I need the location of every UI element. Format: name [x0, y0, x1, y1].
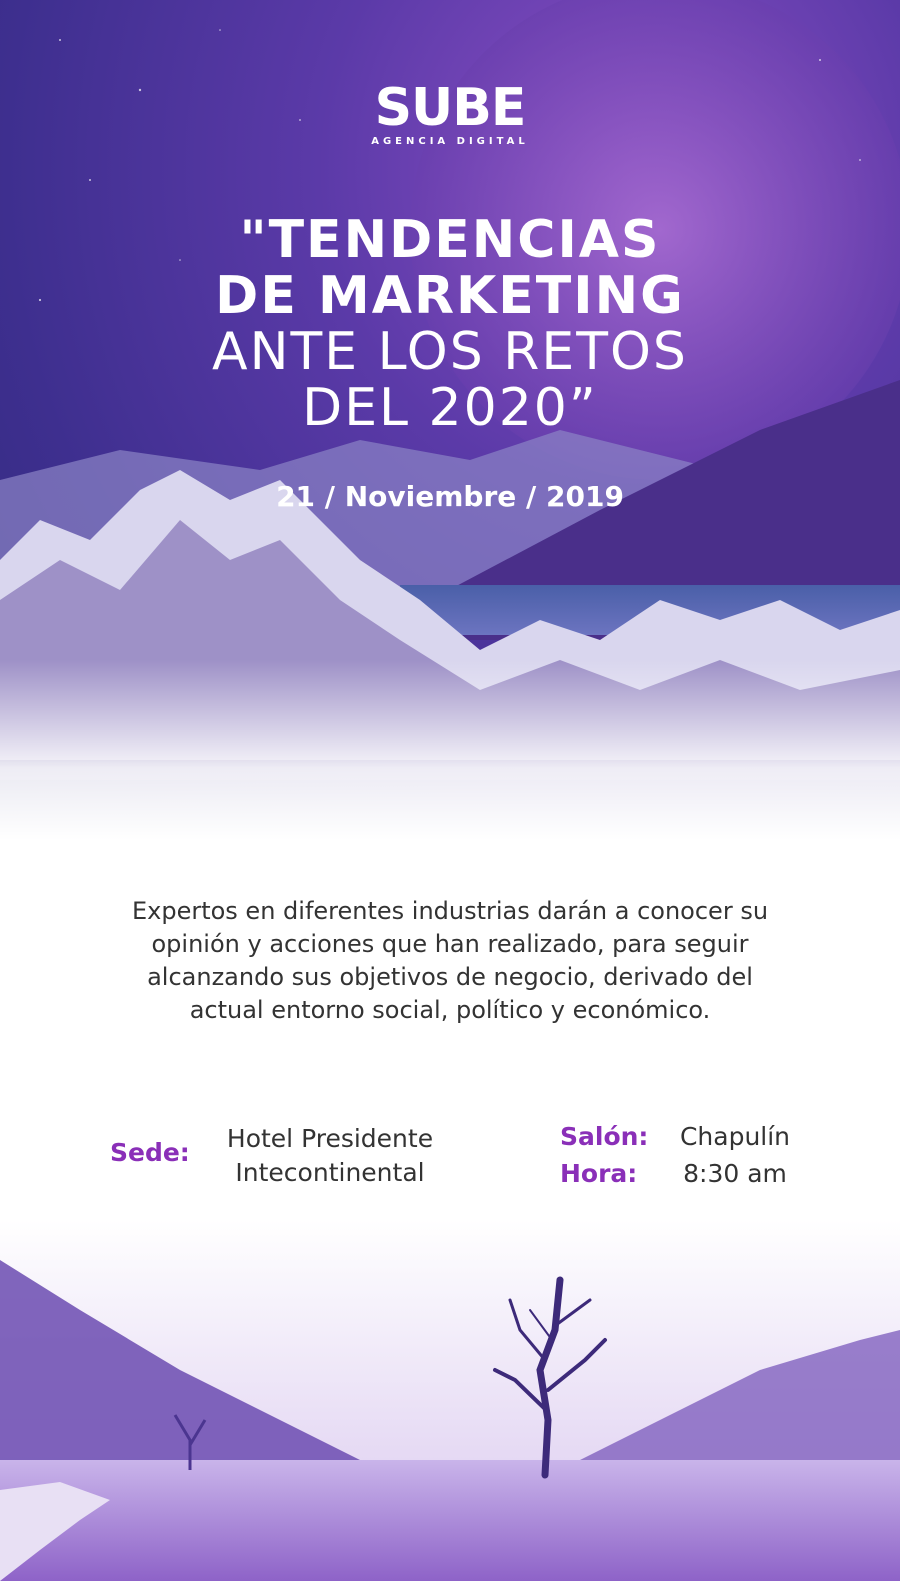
salon-value: Chapulín [679, 1122, 791, 1151]
title-line-1: "TENDENCIAS [239, 210, 661, 270]
description-line-1: Expertos en diferentes industrias darán a conocer su [131, 897, 769, 925]
hora-label: Hora: [560, 1159, 638, 1188]
lake-tree-illustration [0, 1220, 900, 1581]
description-line-2: opinión y acciones que han realizado, para seguir [151, 930, 749, 958]
title-line-3: ANTE LOS RETOS [212, 322, 688, 382]
footer-lake-scene [0, 1220, 900, 1581]
salon-label: Salón: [560, 1122, 649, 1151]
hora-value: 8:30 am [683, 1159, 787, 1188]
event-date: 21 / Noviembre / 2019 [276, 480, 624, 513]
sede-value-line-1: Hotel Presidente [226, 1124, 434, 1153]
logo-wordmark: SUBE [374, 78, 526, 138]
event-description [90, 895, 810, 1027]
sube-logo [0, 78, 900, 147]
description-line-3: alcanzando sus objetivos de negocio, derivado del [147, 963, 753, 991]
sede-value-line-2: Intecontinental [235, 1158, 425, 1187]
sede-label: Sede: [110, 1138, 190, 1167]
description-line-4: actual entorno social, político y económico. [189, 996, 711, 1024]
event-title [0, 212, 900, 436]
title-line-2: DE MARKETING [215, 266, 685, 326]
sede-value [205, 1122, 455, 1190]
title-line-4: DEL 2020” [302, 378, 598, 438]
fog [0, 660, 900, 840]
logo-tagline: AGENCIA DIGITAL [371, 136, 529, 147]
lake-water [0, 1460, 900, 1581]
